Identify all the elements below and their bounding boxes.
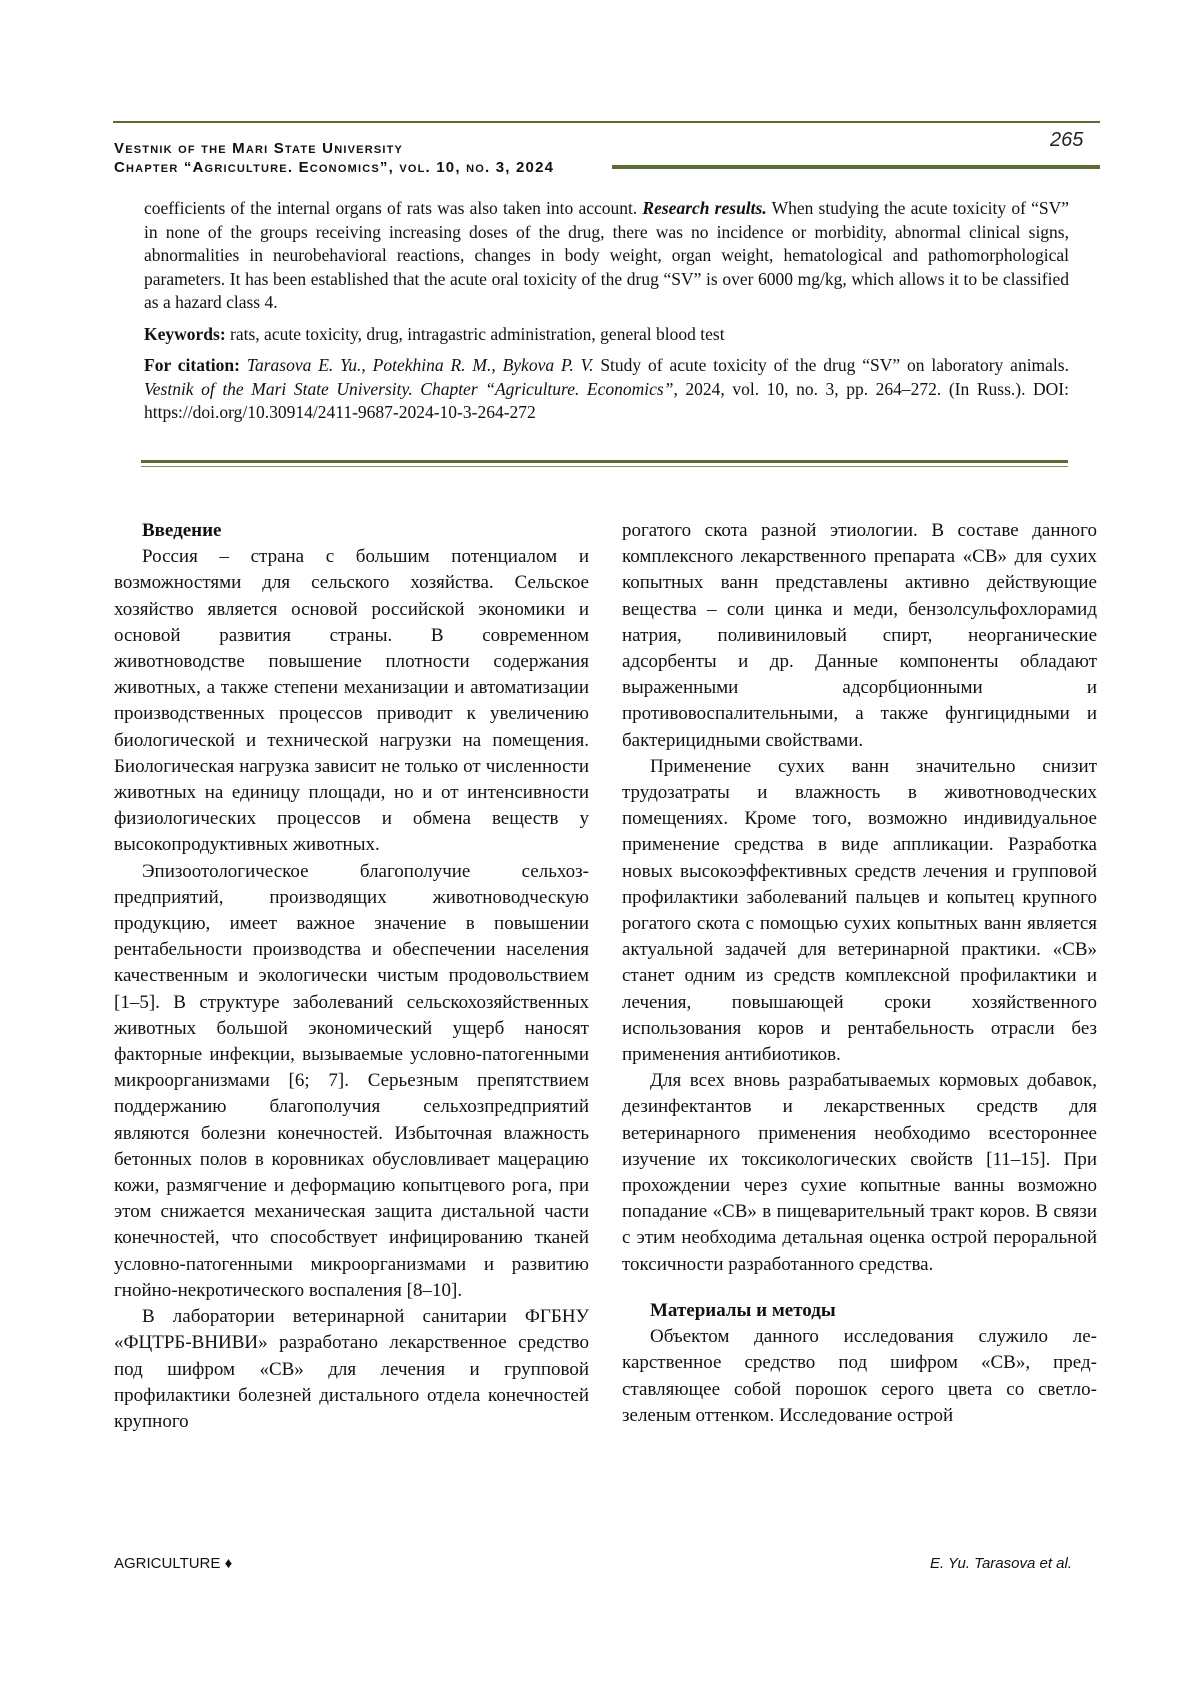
citation-label: For citation: (144, 355, 240, 375)
keywords (144, 323, 1069, 347)
citation-journal: Vestnik of the Mari State University. Chapter “Agriculture. Economics” (144, 378, 674, 399)
footer-authors: E. Yu. Tarasova et al. (929, 1555, 1072, 1572)
paragraph: Объектом данного исследования служило лекарственное средство под шифром «СВ», представляющее собой порошок серого цвета со светло-зеленым оттенком. Исследование острой (622, 1326, 1097, 1426)
paragraph: В лаборатории ветеринарной санитарии ФГБНУ «ФЦТРБ-ВНИВИ» разработано лекарственное средство под шифром «СВ» для лечения и групповой профилактики болезней дистального отдела конечностей крупного (114, 1306, 589, 1432)
citation-authors: Tarasova E. Yu., Potekhina R. M., Bykova P. V. (239, 355, 594, 375)
abstract-text-before: coefficients of the internal organs of rats was also taken into account. (144, 198, 643, 218)
journal-section: Chapter “Agriculture. Economics”, vol. 10, no. 3, 2024 (114, 159, 555, 176)
abstract-text-after: When studying the acute toxicity of “SV” in none of the groups receiving increasing doses of the drug, there was no incidence or morbidity, abnormal clinical signs, abnormalities in neurobehavioral reactions, changes in body weight, organ weight, hematological and pathomorphological parameters. It has been established that the acute oral toxicity of the drug “SV” is over 6000 mg/kg, which allows it to be classified as a hazard class 4. (144, 198, 1069, 312)
footer-section: AGRICULTURE ♦ (114, 1555, 233, 1572)
journal-header (114, 139, 554, 177)
citation-rest: , 2024, vol. 10, no. 3, pp. 264–272. (In Russ.). DOI: https://doi.org/10.30914/2411-9687-2024-10-3-264-272 (144, 378, 1069, 422)
abstract-results (144, 197, 1069, 315)
journal-title: Vestnik of the Mari State University (114, 140, 404, 157)
column-right (622, 518, 1097, 1429)
header-rule-bottom (612, 165, 1100, 169)
paragraph: рогатого скота разной этиологии. В составе данного комплексного лекарственного препарата «СВ» для сухих копытных ванн представлены активно действующие вещества – соли цинка и меди, бензолсульфохлорамид натрия, поливиниловый спирт, неорганические адсорбенты и др. Данные компоненты обладают выраженными адсорбционными и противовоспалительными, а также фунгицидными и бактерицидными свойствами. (622, 520, 1097, 751)
column-left (114, 518, 589, 1435)
results-label: Research results. (642, 198, 767, 218)
abstract-block (144, 197, 1069, 433)
section-separator-thick (141, 460, 1068, 463)
header-rule-top (113, 121, 1100, 123)
citation-title: Study of acute toxicity of the drug “SV” on laboratory animals. (593, 355, 1069, 375)
paragraph: Эпизоотологическое благополучие сельхозпредприятий, производящих животноводческую продукцию, имеет важное значение в повышении рентабельности производства и обеспечении населения качественным и экологически чистым продовольствием [1–5]. В структуре заболеваний сельскохозяйственных животных большой экономический ущерб наносят факторные инфекции, вызываемые условно-патогенными микроорганизмами [6; 7]. Серьезным препятствием поддержанию благополучия сельхозпредприятий являются болезни конечностей. Избыточная влажность бетонных полов в коровниках обусловливает мацерацию кожи, размягчение и деформацию копытцевого рога, при этом снижается механическая защита дистальной части конечностей, что способствует инфицированию тканей условно-патогенными микроорганизмами и развитию гнойно-некротического воспаления [8–10]. (114, 860, 589, 1301)
intro-heading: Введение (142, 520, 222, 541)
methods-heading: Материалы и методы (650, 1299, 836, 1321)
page-number: 265 (1050, 129, 1084, 151)
paragraph: Россия – страна с большим потенциалом и возможностями для сельского хозяйства. Сельское хозяйство является основой российской экономики и основой развития страны. В современном животноводстве повышение плотности содержания животных, а также степени механизации и автоматизации производственных процессов приводит к увеличению биологической и технической нагрузки на помещения. Биологическая нагрузка зависит не только от численности животных на единицу площади, но и от интенсивности физиологических процессов и обмена веществ у высокопродуктивных животных. (114, 546, 589, 856)
keywords-text: rats, acute toxicity, drug, intragastric administration, general blood test (225, 323, 725, 344)
paragraph: Применение сухих ванн значительно снизит трудозатраты и влажность в животноводческих помещениях. Кроме того, возможно индивидуальное применение средства в виде аппликации. Разработка новых высокоэффективных средств лечения и групповой профилактики заболеваний пальцев и копытец крупного рогатого скота с помощью сухих копытных ванн является актуальной задачей для ветеринарной практики. «СВ» станет одним из средств комплексной профилактики и лечения, повышающей сроки хозяйственного использования коров и рентабельность отрасли без применения антибиотиков. (622, 755, 1097, 1066)
paragraph: Для всех вновь разрабатываемых кормовых добавок, дезинфектантов и лекарственных средств для ветеринарного применения необходимо всестороннее изучение их токсикологических свойств [11–15]. При прохождении через сухие копытные ванны возможно попадание «СВ» в пищеварительный тракт коров. В связи с этим необходима детальная оценка острой пероральной токсичности разработанного средства. (622, 1070, 1097, 1275)
section-separator-thin (141, 466, 1068, 467)
citation (144, 354, 1069, 425)
keywords-label: Keywords: (144, 323, 226, 344)
